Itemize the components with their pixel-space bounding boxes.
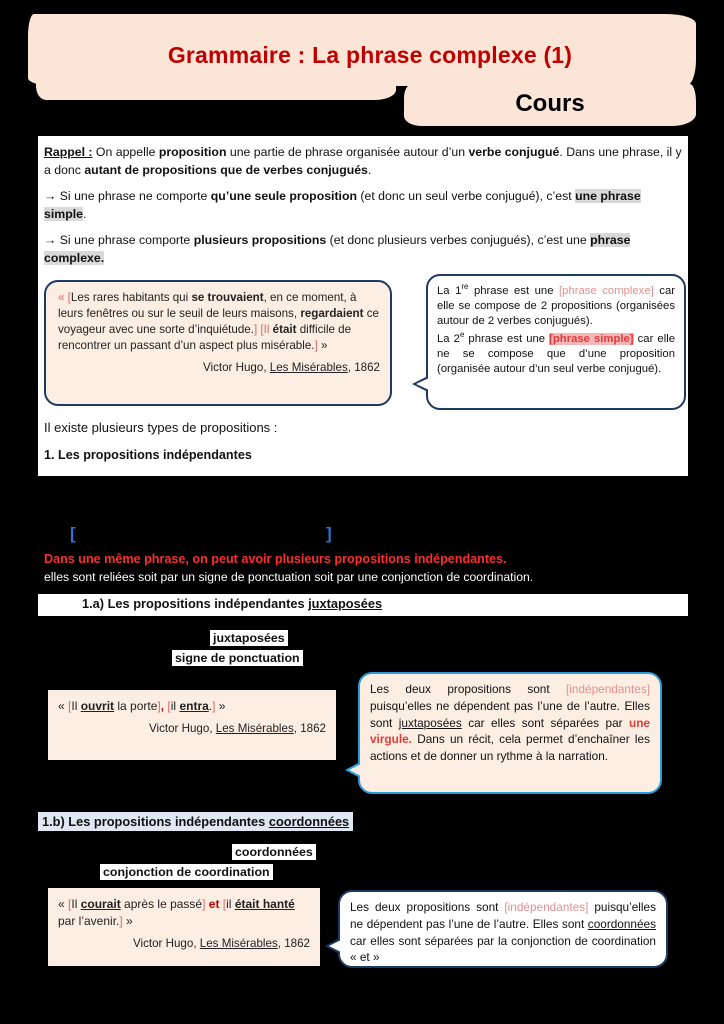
bullet2-text-2: plusieurs propositions [193,233,327,247]
bubble-b-text-1: Les deux propositions sont [350,900,505,914]
bubble-a-underlined: juxtaposées [398,715,462,730]
rule-white-line: elles sont reliées soit par un signe de ponctuation soit par une conjonction de coordination. [44,570,534,584]
section-a-chip-ponctuation: signe de ponctuation [172,650,303,666]
bubble-b-quote: « et » [350,950,380,965]
bullet-complex-sentence [44,232,682,268]
bullet1-text-4: . [82,206,87,221]
page-title: Grammaire : La phrase complexe (1) [167,42,573,68]
ex-b-close: » [122,913,133,928]
ex-b-text-2: après le passé [120,897,203,911]
bubble-b-text-4: car elles sont séparées par la conjonction de coordination [350,933,656,948]
section-a-heading-underlined: juxtaposées [308,596,383,611]
bubble-main-sup-1: re [461,282,469,291]
ex-b-text-4: par l’avenir. [58,913,120,928]
ex-a-bracket-2: ] [157,699,161,713]
bullet2-highlight: phrase complexe. [44,233,631,265]
tag-independantes-b: [indépendantes] [504,900,589,914]
cours-badge-label: Cours [515,90,585,117]
recall-text-6: autant de propositions que de verbes conjugués [84,162,368,177]
ex-a-bracket-3: [ [167,699,171,713]
example-a [48,690,336,760]
quote-bracket-open-2: [Il [260,322,273,336]
recall-text-7: . [367,162,372,177]
section-a-heading-text: 1.a) Les propositions indépendantes [82,596,309,611]
section-b-chip-conjonction: conjonction de coordination [100,864,273,880]
quote-source-author: Victor Hugo, [202,360,270,374]
ex-b-verb-2: était hanté [234,897,295,911]
bubble-b-text-2: puisqu’elles ne dépendent pas l’une de l’autre. [350,900,656,931]
bubble-b-underlined: coordonnées [587,916,657,931]
bullet1-text-1: → Si une phrase ne comporte [44,189,211,203]
bubble-a-text-3: Elles sont [370,698,651,730]
bubble-main-text-4: La 2 [437,332,460,345]
ex-b-bracket-2: ] [202,897,206,911]
bubble-a-text-1: Les deux propositions sont [370,682,567,696]
bubble-main-text-6: car elle ne se compose que d’une proposition (organisée autour d’un seul verbe conjugué). [437,332,675,376]
recall-text-1: On appelle [92,145,159,159]
recall-text-3: une partie de phrase organisée autour d’un [226,145,469,159]
quote-text-4: difficile de rencontrer un passant d’un aspect plus misérable. [58,322,352,352]
example-quote-main [44,280,392,406]
tag-phrase-simple: [phrase simple] [549,332,634,345]
bullet1-text-2: qu’une seule proposition [210,189,357,203]
bubble-main-sup-2: e [459,329,465,339]
section-a-heading [82,596,382,611]
quote-text-3: ce voyageur avec une sorte d’inquiétude. [58,306,379,336]
ex-b-bracket-4: ] [119,913,123,928]
recall-label: Rappel : [44,145,93,159]
ex-b-bracket-1: [ [68,897,72,911]
quote-text-2: , en ce moment, à leurs fenêtres ou sur le seuil de leurs maisons, [58,291,357,320]
ex-a-source-work: Les Misérables [215,721,294,735]
ex-a-source [58,721,326,737]
bracket-left-marker: [ [70,524,76,543]
bubble-a-text-2: puisqu’elles ne dépendent pas l’une de l’autre. [370,698,620,713]
ex-a-source-author: Victor Hugo, [148,721,216,735]
section-b-heading-underlined: coordonnées [268,814,350,829]
explanation-bubble-main [426,274,686,410]
ex-b-source-author: Victor Hugo, [132,936,200,950]
recall-text-2: proposition [158,145,227,159]
ex-b-open: « [58,897,69,911]
quote-bracket-close-2: ] [314,338,318,352]
quote-source-work: Les Misérables [269,360,348,374]
explanation-bubble-b [338,890,668,968]
bubble-b-text-3: Elles sont [532,916,588,931]
bubble-a-text-5: Dans un récit, cela permet d’enchaîner les actions et de donner un rythme à la narration. [370,732,650,763]
ex-a-verb-2: entra [179,699,209,713]
type-1-heading: 1. Les propositions indépendantes [44,448,252,462]
ex-b-verb-1: courait [80,897,121,911]
ex-b-source-work: Les Misérables [199,936,278,950]
quote-verb-2: regardaient [300,306,364,320]
bullet-simple-sentence [44,188,682,224]
ex-a-text-2: la porte [114,699,158,713]
quote-bracket-close: ] [253,322,258,336]
tag-phrase-complexe: [phrase complexe] [559,284,654,297]
section-a-chip-juxtaposees: juxtaposées [210,630,288,646]
recall-text-5: . Dans une phrase, il y a donc [44,145,682,177]
tag-independantes-a: [indépendantes] [566,682,650,696]
quote-source-year: , 1862 [347,360,380,374]
explanation-bubble-a [358,672,662,794]
quote-close-guillemet: » [317,338,328,352]
quote-source-main [58,360,380,376]
ex-a-open: « [58,699,69,713]
ex-a-close: » [215,699,226,713]
ex-a-bracket-4: ] [212,699,216,713]
bubble-main-text-1: La 1 [437,284,462,297]
recall-paragraph [44,144,682,180]
section-b-chip-coordonnees: coordonnées [232,844,316,860]
bubble-main-text-5: phrase est une [464,332,550,345]
ex-a-verb-1: ouvrit [80,699,115,713]
quote-open-guillemet: « [58,291,68,304]
bullet1-highlight: une phrase simple [44,189,641,221]
ex-b-text-1: Il [71,897,81,911]
ex-a-text-4: . [208,699,213,713]
ex-b-conjunction: et [205,897,223,911]
section-b-heading-text: 1.b) Les propositions indépendantes [42,814,269,829]
ex-b-source [58,936,310,952]
recall-text-4: verbe conjugué [468,145,560,159]
rule-red-line: Dans une même phrase, on peut avoir plusieurs propositions indépendantes. [44,552,507,566]
section-b-heading [38,812,353,831]
bubble-a-virgule: une virgule. [370,715,650,747]
ex-a-bracket-1: [ [68,699,72,713]
bullet2-text-3: (et donc plusieurs verbes conjugués), c’est une [326,233,591,247]
ex-a-comma: , [160,699,168,713]
types-intro: Il existe plusieurs types de propositions : [44,420,278,435]
ex-b-source-year: , 1862 [277,936,310,950]
example-b [48,888,320,966]
bracket-right-marker: ] [326,524,332,543]
bubble-main-text-3: car elle se compose de 2 propositions (organisées autour de 2 verbes conjugués). [437,284,675,328]
ex-a-source-year: , 1862 [293,721,326,735]
bullet2-text-1: → Si une phrase comporte [44,233,194,247]
quote-verb-1: se trouvaient [191,291,264,304]
ex-a-text-1: Il [71,699,81,713]
bubble-main-text-2: phrase est une [468,284,560,297]
quote-bracket-open: [ [67,291,71,304]
quote-text-1: Les rares habitants qui [70,291,192,304]
quote-verb-3: était [272,322,297,336]
ex-b-text-3: il [226,897,235,911]
header-banner-shape-secondary [36,74,396,100]
ex-b-bracket-3: [ [222,897,227,911]
ex-a-text-3: il [170,699,180,713]
bullet1-text-3: (et donc un seul verbe conjugué), c’est [357,189,576,203]
bubble-a-text-4: car elles sont séparées par [461,715,630,730]
